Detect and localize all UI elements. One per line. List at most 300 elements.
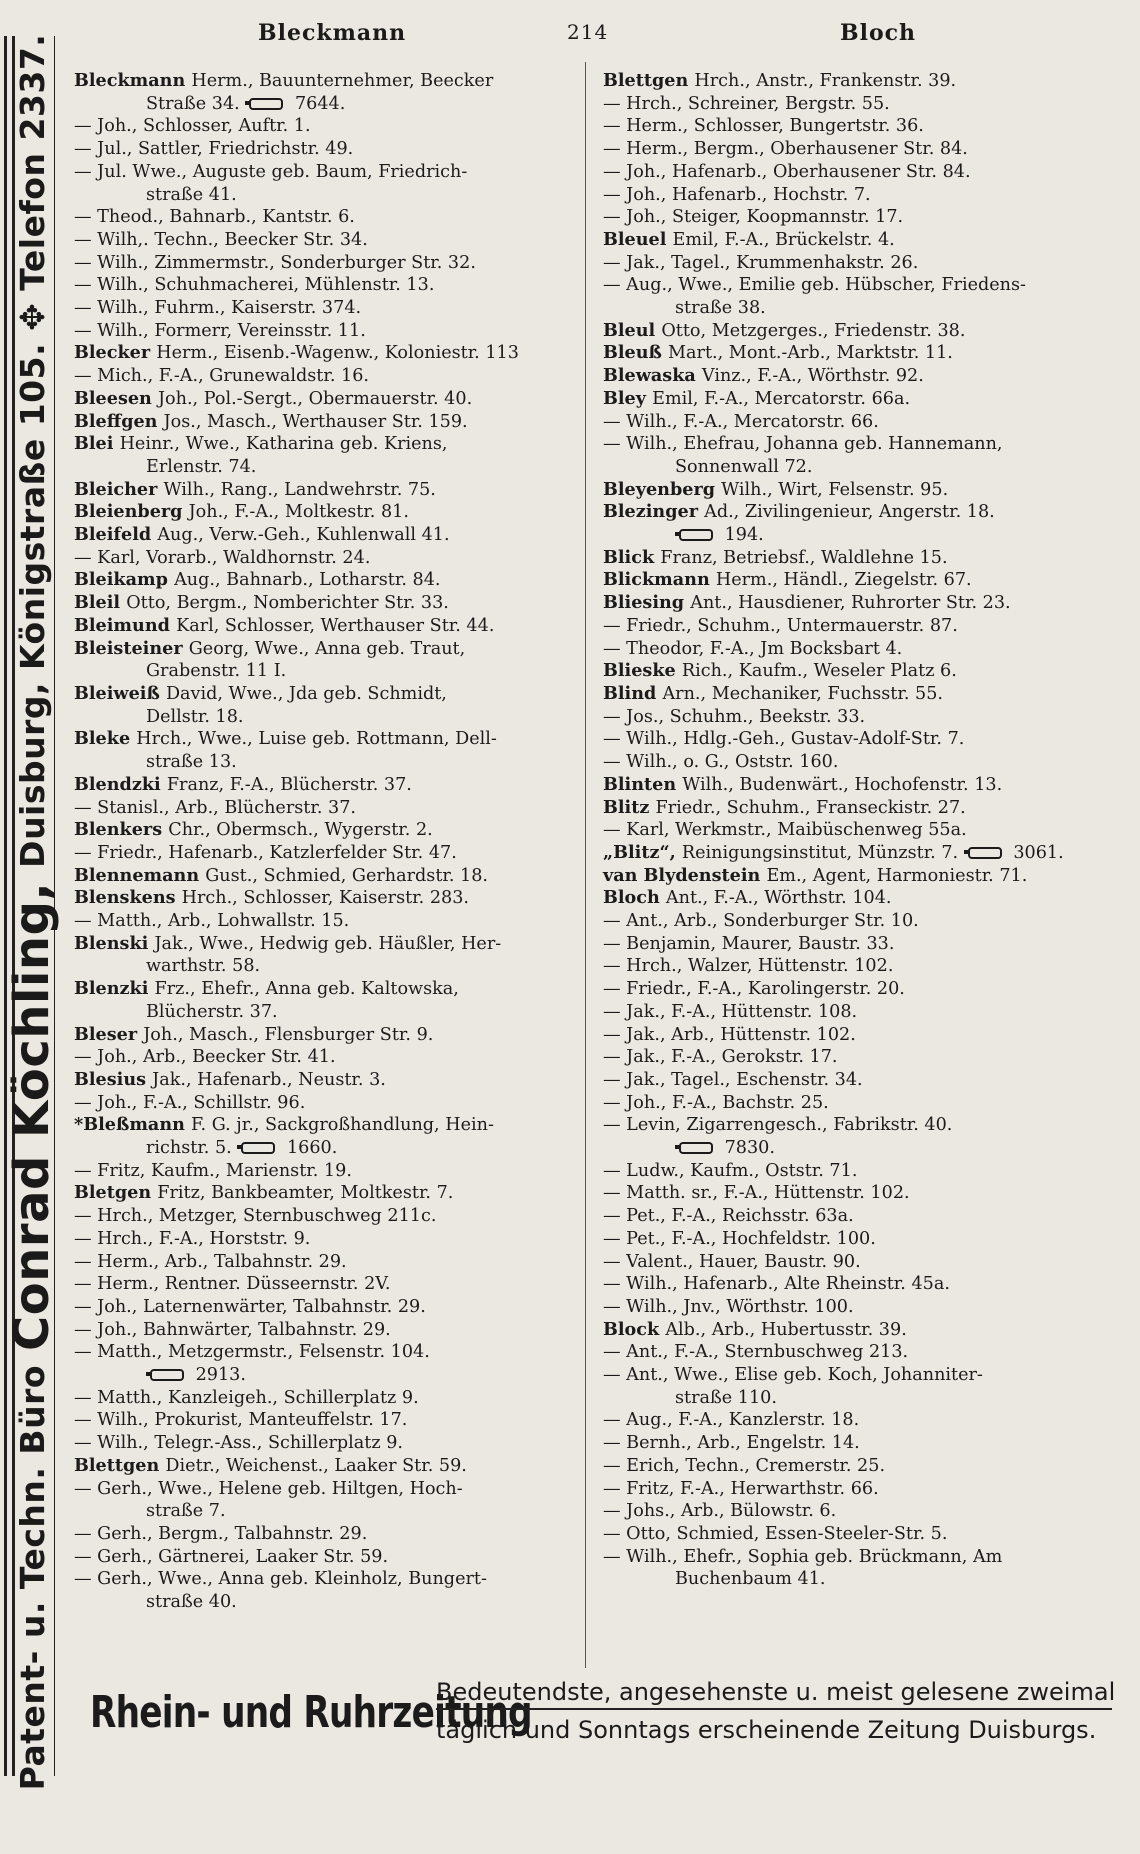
- entry-details: — Herm., Bergm., Oberhausener Str. 84.: [603, 139, 968, 160]
- side-advertisement-band: [0, 0, 62, 1854]
- directory-entry: [74, 638, 574, 683]
- directory-entry: [603, 706, 1128, 729]
- directory-entry: [74, 297, 574, 320]
- directory-entry: [74, 1228, 574, 1251]
- directory-entry: [603, 138, 1128, 161]
- directory-entry: [603, 728, 1128, 751]
- entry-surname: Blenskens: [74, 887, 182, 909]
- header-left-keyword: Bleckmann: [258, 20, 407, 46]
- entry-surname: „Blitz“,: [603, 841, 682, 863]
- directory-entry: [603, 1273, 1128, 1296]
- directory-entry: [74, 797, 574, 820]
- entry-details: — Aug., Wwe., Emilie geb. Hübscher, Friedens-: [603, 275, 1026, 296]
- entry-details: Emil, F.-A., Mercatorstr. 66a.: [652, 388, 911, 409]
- entry-details: — Wilh., Formerr, Vereinsstr. 11.: [74, 320, 366, 341]
- entry-details: — Theod., Bahnarb., Kantstr. 6.: [74, 207, 355, 228]
- directory-entry: [603, 638, 1128, 661]
- directory-entry: [603, 774, 1128, 797]
- entry-details: — Wilh., Schuhmacherei, Mühlenstr. 13.: [74, 275, 435, 296]
- entry-surname: Bleiweiß: [74, 682, 166, 704]
- entry-details: Joh., F.-A., Moltkestr. 81.: [188, 502, 409, 523]
- directory-entry: [603, 229, 1128, 252]
- directory-entry: [74, 1432, 574, 1455]
- entry-details: — Aug., F.-A., Kanzlerstr. 18.: [603, 1410, 860, 1431]
- directory-entry: [603, 411, 1128, 434]
- directory-entry: [603, 797, 1128, 820]
- entry-details: — Friedr., Schuhm., Untermauerstr. 87.: [603, 615, 958, 636]
- directory-entry: [603, 1069, 1128, 1092]
- directory-entry: [603, 683, 1128, 706]
- directory-entry: [74, 1319, 574, 1342]
- directory-entry: [74, 70, 574, 115]
- directory-entry: [603, 161, 1128, 184]
- ad-line-1: Bedeutendste, angesehenste u. meist gelesene zweimal: [436, 1678, 1116, 1706]
- entry-details: — Herm., Arb., Talbahnstr. 29.: [74, 1251, 347, 1272]
- directory-entry: [603, 479, 1128, 502]
- directory-entry: [603, 615, 1128, 638]
- side-ad-company: Conrad Köchling,: [4, 881, 60, 1351]
- directory-entry: [603, 274, 1128, 319]
- entry-details: — Jul. Wwe., Auguste geb. Baum, Friedrich-: [74, 161, 468, 182]
- entry-surname: Blesius: [74, 1068, 153, 1090]
- entry-details: — Matth., Kanzleigeh., Schillerplatz 9.: [74, 1387, 419, 1408]
- page-header: [70, 20, 1120, 54]
- entry-surname: Bleifeld: [74, 524, 158, 546]
- entry-surname: Blitz: [603, 796, 656, 818]
- directory-entry: [603, 1546, 1128, 1591]
- directory-entry: [603, 115, 1128, 138]
- entry-surname: Blinten: [603, 773, 683, 795]
- directory-entry: [603, 93, 1128, 116]
- directory-entry: [603, 184, 1128, 207]
- directory-entry: [74, 1387, 574, 1410]
- directory-entry: [603, 1024, 1128, 1047]
- entry-details: — Wilh., Zimmermstr., Sonderburger Str. 32.: [74, 252, 476, 273]
- directory-entry: [603, 1228, 1128, 1251]
- entry-surname: Bleienberg: [74, 501, 189, 523]
- entry-details: — Jak., Tagel., Eschenstr. 34.: [603, 1069, 863, 1090]
- directory-entry: [603, 1319, 1128, 1342]
- directory-entry: [603, 501, 1128, 546]
- entry-surname: Bleffgen: [74, 410, 164, 432]
- directory-entry: [74, 1160, 574, 1183]
- ad-line-2: täglich und Sonntags erscheinende Zeitung Duisburgs.: [436, 1716, 1097, 1744]
- directory-entry: [74, 1182, 574, 1205]
- telephone-icon: [968, 847, 1002, 859]
- entry-details: — Matth. sr., F.-A., Hüttenstr. 102.: [603, 1183, 910, 1204]
- directory-entry: [74, 1092, 574, 1115]
- entry-details: — Karl, Werkmstr., Maibüschenweg 55a.: [603, 820, 967, 841]
- entry-details: — Joh., Hafenarb., Hochstr. 7.: [603, 184, 871, 205]
- entry-details: Franz, Betriebsf., Waldlehne 15.: [660, 547, 948, 568]
- entry-details: Jos., Masch., Werthauser Str. 159.: [163, 411, 468, 432]
- entry-details: — Gerh., Wwe., Anna geb. Kleinholz, Bungert-: [74, 1569, 487, 1590]
- directory-entry: [74, 774, 574, 797]
- directory-entry: [603, 1341, 1128, 1364]
- entry-details: — Wilh., Jnv., Wörthstr. 100.: [603, 1296, 854, 1317]
- entry-surname: Bleesen: [74, 387, 158, 409]
- entry-continuation: straße 110.: [675, 1387, 777, 1408]
- entry-continuation: straße 13.: [146, 752, 237, 773]
- entry-details: Otto, Metzgerges., Friedenstr. 38.: [661, 320, 966, 341]
- bottom-advertisement: [90, 1676, 1120, 1796]
- entry-surname: van Blydenstein: [603, 864, 767, 886]
- directory-entry: [74, 592, 574, 615]
- directory-entry: [74, 819, 574, 842]
- entry-continuation: Dellstr. 18.: [146, 706, 244, 727]
- directory-entry: [603, 252, 1128, 275]
- directory-entry: [603, 933, 1128, 956]
- entry-continuation: Sonnenwall 72.: [675, 456, 813, 477]
- entry-details: Ant., Hausdiener, Ruhrorter Str. 23.: [690, 593, 1011, 614]
- directory-entry: [603, 1523, 1128, 1546]
- directory-entry: [74, 342, 574, 365]
- entry-surname: Blenkers: [74, 819, 169, 841]
- header-right-keyword: Bloch: [840, 20, 917, 46]
- entry-surname: Bleikamp: [74, 569, 175, 591]
- entry-details: — Bernh., Arb., Engelstr. 14.: [603, 1433, 860, 1454]
- entry-continuation: straße 41.: [146, 184, 237, 205]
- entry-surname: Bloch: [603, 887, 666, 909]
- entry-details: — Benjamin, Maurer, Baustr. 33.: [603, 933, 895, 954]
- entry-details: Wilh., Budenwärt., Hochofenstr. 13.: [682, 774, 1003, 795]
- entry-details: — Otto, Schmied, Essen-Steeler-Str. 5.: [603, 1524, 948, 1544]
- telephone-icon: [679, 529, 713, 541]
- entry-surname: Blettgen: [603, 70, 695, 91]
- newspaper-logo: Rhein- und Ruhrzeitung: [90, 1687, 532, 1738]
- entry-surname: Blind: [603, 682, 663, 704]
- entry-details: — Wilh., Ehefr., Sophia geb. Brückmann, Am: [603, 1546, 1003, 1567]
- entry-details: — Ant., Wwe., Elise geb. Koch, Johanniter-: [603, 1365, 983, 1386]
- entry-details: — Ant., Arb., Sonderburger Str. 10.: [603, 911, 919, 932]
- entry-surname: Bleisteiner: [74, 637, 189, 659]
- entry-details: — Hrch., F.-A., Horststr. 9.: [74, 1228, 311, 1249]
- entry-details: — Friedr., F.-A., Karolingerstr. 20.: [603, 979, 905, 1000]
- directory-entry: [603, 1046, 1128, 1069]
- entry-surname: Bleil: [74, 592, 127, 614]
- directory-entry: [603, 592, 1128, 615]
- directory-entry: [74, 479, 574, 502]
- directory-entry: [603, 955, 1128, 978]
- entry-details: — Matth., Metzgermstr., Felsenstr. 104.: [74, 1342, 430, 1363]
- entry-details: Aug., Bahnarb., Lotharstr. 84.: [174, 570, 441, 591]
- directory-entry: [74, 1523, 574, 1546]
- entry-details: Herm., Händl., Ziegelstr. 67.: [715, 570, 972, 591]
- entry-details: Georg, Wwe., Anna geb. Traut,: [188, 638, 466, 659]
- directory-entry: [603, 865, 1128, 888]
- directory-entry: [74, 206, 574, 229]
- entry-details: Herm., Bauunternehmer, Beecker: [191, 71, 494, 91]
- entry-details: — Jak., F.-A., Gerokstr. 17.: [603, 1047, 838, 1068]
- entry-details: — Hrch., Walzer, Hüttenstr. 102.: [603, 956, 894, 977]
- entry-details: Em., Agent, Harmoniestr. 71.: [766, 865, 1028, 886]
- entry-details: F. G. jr., Sackgroßhandlung, Hein-: [191, 1115, 494, 1136]
- entry-surname: Bleckmann: [74, 70, 192, 91]
- entry-details: — Erich, Techn., Cremerstr. 25.: [603, 1455, 886, 1476]
- directory-entry: [74, 910, 574, 933]
- directory-entry: [603, 70, 1128, 93]
- directory-entry: [74, 252, 574, 275]
- directory-entry: [603, 1409, 1128, 1432]
- directory-entry: [74, 1546, 574, 1569]
- entry-continuation: Buchenbaum 41.: [675, 1569, 826, 1590]
- entry-details: Reinigungsinstitut, Münzstr. 7. 3061.: [681, 842, 1064, 863]
- directory-entry: [603, 1182, 1128, 1205]
- entry-details: — Gerh., Gärtnerei, Laaker Str. 59.: [74, 1546, 389, 1567]
- entry-details: — Jos., Schuhm., Beekstr. 33.: [603, 706, 866, 727]
- entry-surname: Bletgen: [74, 1182, 158, 1204]
- entry-details: — Wilh., o. G., Oststr. 160.: [603, 752, 839, 773]
- entry-details: — Fritz, F.-A., Herwarthstr. 66.: [603, 1478, 879, 1499]
- entry-continuation: warthstr. 58.: [146, 956, 261, 977]
- entry-continuation: Grabenstr. 11 I.: [146, 661, 287, 682]
- directory-entry: [74, 138, 574, 161]
- directory-entry: [603, 842, 1128, 865]
- entry-details: Dietr., Weichenst., Laaker Str. 59.: [165, 1455, 467, 1476]
- entry-continuation: 194.: [603, 524, 1128, 547]
- entry-details: — Wilh., Fuhrm., Kaiserstr. 374.: [74, 298, 362, 319]
- directory-entry: [74, 274, 574, 297]
- entry-details: — Hrch., Metzger, Sternbuschweg 211c.: [74, 1206, 437, 1227]
- directory-entry: [603, 660, 1128, 683]
- entry-details: Aug., Verw.-Geh., Kuhlenwall 41.: [157, 525, 450, 546]
- directory-entry: [603, 1092, 1128, 1115]
- entry-continuation: straße 38.: [675, 298, 766, 319]
- entry-details: Karl, Schlosser, Werthauser Str. 44.: [176, 615, 495, 636]
- directory-entry: [603, 433, 1128, 478]
- entry-details: — Jak., Arb., Hüttenstr. 102.: [603, 1024, 856, 1045]
- entry-surname: Blieske: [603, 660, 682, 682]
- entry-details: Arn., Mechaniker, Fuchsstr. 55.: [662, 683, 943, 704]
- entry-details: Ant., F.-A., Wörthstr. 104.: [665, 888, 892, 909]
- directory-entry: [74, 1046, 574, 1069]
- directory-entry: [74, 887, 574, 910]
- entry-surname: Bleicher: [74, 478, 164, 500]
- directory-entry: [603, 1114, 1128, 1159]
- entry-continuation: Erlenstr. 74.: [146, 456, 257, 477]
- entry-details: — Ludw., Kaufm., Oststr. 71.: [603, 1160, 858, 1181]
- directory-entry: [603, 388, 1128, 411]
- entry-surname: Blendzki: [74, 773, 167, 795]
- entry-details: Rich., Kaufm., Weseler Platz 6.: [681, 661, 957, 682]
- entry-details: — Joh., Hafenarb., Oberhausener Str. 84.: [603, 161, 971, 182]
- entry-details: — Gerh., Wwe., Helene geb. Hiltgen, Hoch-: [74, 1478, 463, 1499]
- entry-details: Joh., Pol.-Sergt., Obermauerstr. 40.: [157, 388, 473, 409]
- entry-details: — Ant., F.-A., Sternbuschweg 213.: [603, 1342, 909, 1363]
- ad-divider: [436, 1708, 1112, 1710]
- entry-details: — Johs., Arb., Bülowstr. 6.: [603, 1501, 837, 1522]
- column-divider: [585, 62, 586, 1668]
- directory-entry: [74, 433, 574, 478]
- entry-details: Heinr., Wwe., Katharina geb. Kriens,: [119, 434, 448, 455]
- directory-entry: [603, 547, 1128, 570]
- entry-details: — Joh., Steiger, Koopmannstr. 17.: [603, 207, 904, 228]
- entry-surname: Bleuel: [603, 228, 673, 250]
- entry-details: — Wilh., Prokurist, Manteuffelstr. 17.: [74, 1410, 408, 1431]
- entry-details: — Pet., F.-A., Hochfeldstr. 100.: [603, 1228, 876, 1249]
- entry-details: — Gerh., Bergm., Talbahnstr. 29.: [74, 1524, 368, 1544]
- entry-surname: Blennemann: [74, 864, 206, 886]
- directory-entry: [74, 547, 574, 570]
- directory-entry: [603, 1251, 1128, 1274]
- side-ad-part1: Patent- u. Techn. Büro: [12, 1364, 52, 1791]
- entry-details: Mart., Mont.-Arb., Marktstr. 11.: [668, 343, 953, 364]
- entry-details: Hrch., Anstr., Frankenstr. 39.: [694, 71, 957, 91]
- directory-entry: [603, 1001, 1128, 1024]
- entry-surname: Blenski: [74, 932, 155, 954]
- directory-entry: [74, 1341, 574, 1386]
- entry-surname: Bley: [603, 387, 653, 409]
- entry-surname: Blewaska: [603, 365, 702, 387]
- directory-entry: [74, 1296, 574, 1319]
- entry-continuation: Blücherstr. 37.: [146, 1001, 278, 1022]
- entry-details: — Pet., F.-A., Reichsstr. 63a.: [603, 1206, 854, 1227]
- entry-details: — Jul., Sattler, Friedrichstr. 49.: [74, 139, 354, 160]
- entry-details: David, Wwe., Jda geb. Schmidt,: [165, 683, 447, 704]
- entry-details: Otto, Bergm., Nomberichter Str. 33.: [126, 593, 449, 614]
- directory-entry: [74, 115, 574, 138]
- entry-surname: *Bleßmann: [74, 1114, 192, 1136]
- entry-details: Vinz., F.-A., Wörthstr. 92.: [701, 366, 924, 387]
- directory-entry: [74, 933, 574, 978]
- entry-surname: Blenzki: [74, 978, 155, 1000]
- directory-entry: [74, 229, 574, 252]
- entry-details: Alb., Arb., Hubertusstr. 39.: [665, 1319, 907, 1340]
- entry-details: — Herm., Rentner. Düsseernstr. 2V.: [74, 1274, 391, 1295]
- entry-surname: Bleyenberg: [603, 478, 722, 500]
- directory-entry: [74, 365, 574, 388]
- entry-surname: Blei: [74, 433, 120, 455]
- entry-details: Ad., Zivilingenieur, Angerstr. 18.: [704, 502, 995, 523]
- directory-entry: [74, 1205, 574, 1228]
- entry-continuation: 2913.: [74, 1364, 574, 1387]
- entry-details: Fritz, Bankbeamter, Moltkestr. 7.: [157, 1183, 454, 1204]
- entry-details: — Fritz, Kaufm., Marienstr. 19.: [74, 1160, 352, 1181]
- entry-surname: Bleuß: [603, 342, 669, 364]
- entry-details: — Wilh., F.-A., Mercatorstr. 66.: [603, 411, 879, 432]
- directory-entry: [74, 161, 574, 206]
- directory-entry: [603, 910, 1128, 933]
- entry-surname: Blezinger: [603, 501, 705, 523]
- entry-details: — Wilh., Hafenarb., Alte Rheinstr. 45a.: [603, 1274, 950, 1295]
- directory-entry: [603, 819, 1128, 842]
- entry-details: — Friedr., Hafenarb., Katzlerfelder Str. 47.: [74, 842, 457, 863]
- entry-details: — Wilh,. Techn., Beecker Str. 34.: [74, 229, 368, 250]
- entry-surname: Bleimund: [74, 614, 177, 636]
- directory-entry: [74, 1069, 574, 1092]
- entry-details: — Joh., F.-A., Schillstr. 96.: [74, 1092, 306, 1113]
- directory-entry: [603, 751, 1128, 774]
- entry-details: — Joh., Schlosser, Auftr. 1.: [74, 116, 311, 137]
- entry-details: Jak., Wwe., Hedwig geb. Häußler, Her-: [154, 933, 502, 954]
- entry-surname: Blecker: [74, 342, 157, 364]
- entry-details: — Wilh., Hdlg.-Geh., Gustav-Adolf-Str. 7.: [603, 729, 965, 750]
- entry-surname: Blettgen: [74, 1454, 166, 1476]
- entry-details: — Stanisl., Arb., Blücherstr. 37.: [74, 797, 356, 818]
- directory-entry: [74, 1568, 574, 1613]
- entry-surname: Blick: [603, 546, 661, 568]
- directory-entry: [603, 1160, 1128, 1183]
- telephone-icon: [150, 1369, 184, 1381]
- directory-entry: [74, 569, 574, 592]
- entry-details: — Jak., Tagel., Krummenhakstr. 26.: [603, 252, 919, 273]
- directory-entry: [603, 1296, 1128, 1319]
- directory-entry: [603, 887, 1128, 910]
- entry-continuation: richstr. 5. 1660.: [146, 1138, 338, 1159]
- entry-details: Jak., Hafenarb., Neustr. 3.: [152, 1069, 386, 1090]
- entry-details: Joh., Masch., Flensburger Str. 9.: [143, 1024, 434, 1045]
- directory-entry: [74, 615, 574, 638]
- left-column: [74, 70, 574, 1614]
- directory-entry: [74, 1409, 574, 1432]
- directory-entry: [74, 411, 574, 434]
- entry-continuation: 7830.: [603, 1137, 1128, 1160]
- directory-entry: [74, 728, 574, 773]
- entry-continuation: straße 40.: [146, 1592, 237, 1613]
- entry-details: Gust., Schmied, Gerhardstr. 18.: [205, 865, 489, 886]
- entry-details: — Joh., Bahnwärter, Talbahnstr. 29.: [74, 1319, 391, 1340]
- telephone-icon: [241, 1142, 275, 1154]
- directory-entry: [74, 865, 574, 888]
- directory-entry: [74, 1251, 574, 1274]
- directory-entry: [603, 978, 1128, 1001]
- entry-surname: Bleul: [603, 319, 662, 341]
- directory-entry: [74, 1478, 574, 1523]
- entry-details: — Joh., Arb., Beecker Str. 41.: [74, 1047, 336, 1068]
- entry-continuation: Straße 34. 7644.: [146, 93, 346, 114]
- entry-details: — Karl, Vorarb., Waldhornstr. 24.: [74, 547, 371, 568]
- directory-entry: [74, 842, 574, 865]
- directory-entry: [603, 320, 1128, 343]
- side-ad-address: Duisburg, Königstraße 105. ✥ Telefon 2337.: [12, 33, 52, 868]
- directory-entry: [74, 1273, 574, 1296]
- entry-details: — Valent., Hauer, Baustr. 90.: [603, 1251, 861, 1272]
- entry-continuation: straße 7.: [146, 1501, 226, 1522]
- entry-details: — Wilh., Telegr.-Ass., Schillerplatz 9.: [74, 1433, 403, 1454]
- entry-details: — Wilh., Ehefrau, Johanna geb. Hannemann,: [603, 434, 1003, 455]
- directory-entry: [603, 365, 1128, 388]
- entry-details: Hrch., Wwe., Luise geb. Rottmann, Dell-: [136, 729, 497, 750]
- entry-details: Herm., Eisenb.-Wagenw., Koloniestr. 113: [156, 343, 519, 364]
- entry-surname: Bleke: [74, 728, 137, 750]
- side-advertisement: [2, 33, 62, 1791]
- entry-details: Wilh., Wirt, Felsenstr. 95.: [721, 479, 949, 500]
- directory-entry: [74, 388, 574, 411]
- directory-entry: [603, 1500, 1128, 1523]
- directory-entry: [603, 1455, 1128, 1478]
- directory-entry: [74, 1114, 574, 1159]
- directory-entry: [603, 1478, 1128, 1501]
- entry-details: Franz, F.-A., Blücherstr. 37.: [166, 774, 412, 795]
- directory-entry: [603, 342, 1128, 365]
- entry-details: — Joh., F.-A., Bachstr. 25.: [603, 1092, 829, 1113]
- entry-details: Chr., Obermsch., Wygerstr. 2.: [168, 820, 433, 841]
- directory-entry: [74, 501, 574, 524]
- entry-details: — Joh., Laternenwärter, Talbahnstr. 29.: [74, 1296, 426, 1317]
- directory-entry: [603, 1364, 1128, 1409]
- page-number: 214: [567, 20, 609, 44]
- entry-details: Wilh., Rang., Landwehrstr. 75.: [163, 479, 436, 500]
- directory-entry: [603, 569, 1128, 592]
- entry-details: — Levin, Zigarrengesch., Fabrikstr. 40.: [603, 1115, 953, 1136]
- entry-details: — Herm., Schlosser, Bungertstr. 36.: [603, 116, 924, 137]
- directory-entry: [74, 683, 574, 728]
- entry-details: Friedr., Schuhm., Franseckistr. 27.: [655, 797, 966, 818]
- directory-entry: [74, 978, 574, 1023]
- directory-entry: [603, 1205, 1128, 1228]
- entry-details: — Hrch., Schreiner, Bergstr. 55.: [603, 93, 890, 114]
- entry-details: — Matth., Arb., Lohwallstr. 15.: [74, 911, 350, 932]
